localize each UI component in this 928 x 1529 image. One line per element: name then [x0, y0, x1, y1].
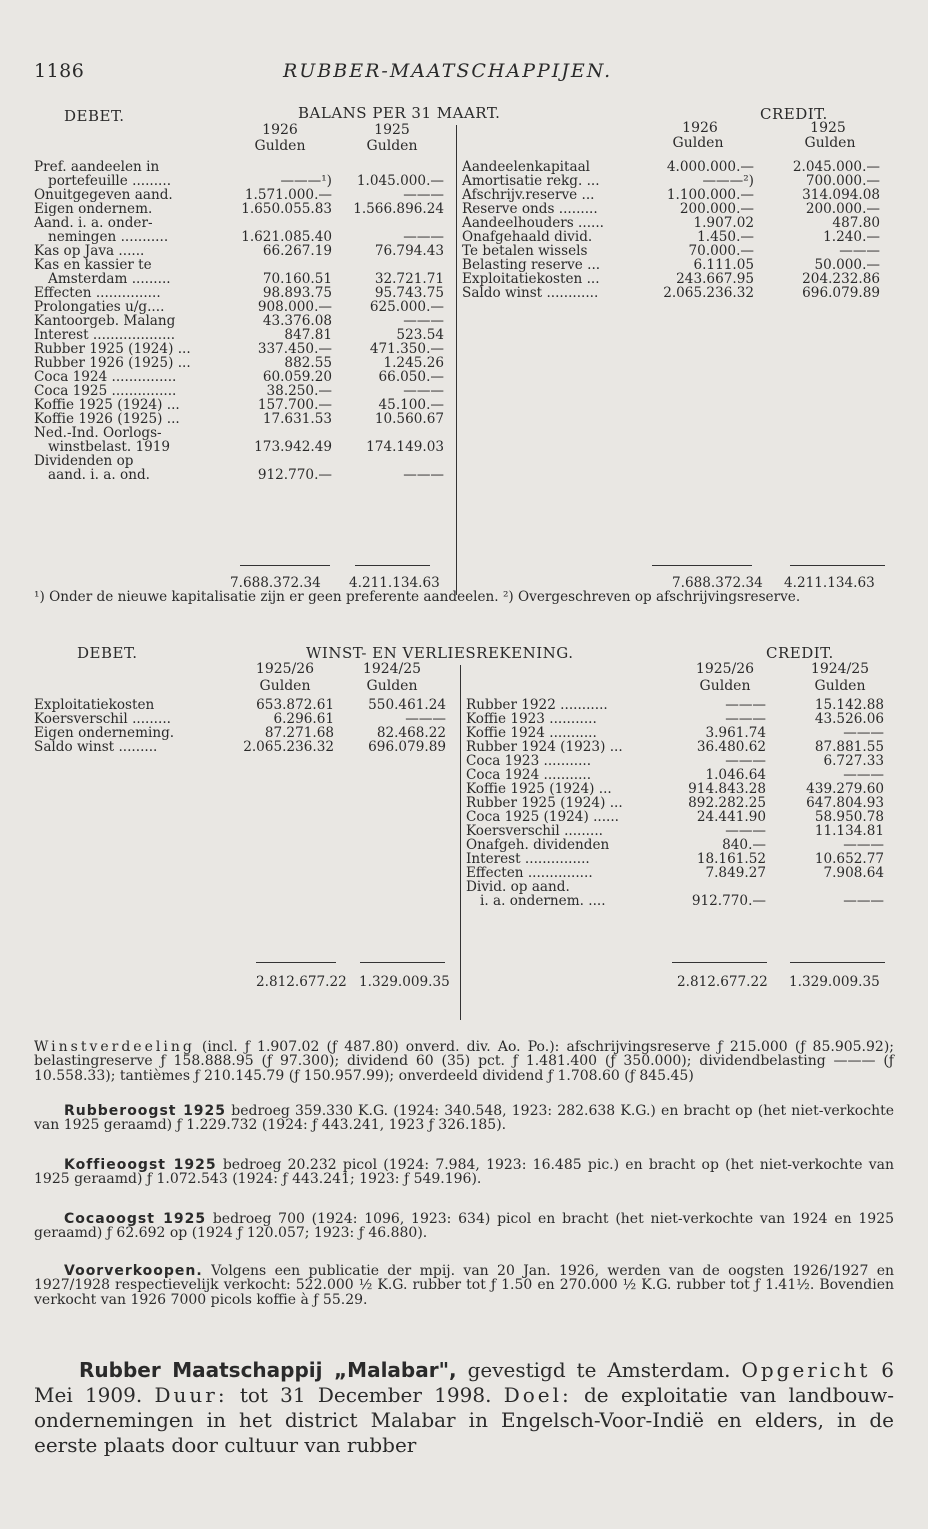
pl-credit-year-b: 1924/25 [810, 661, 870, 677]
pl-year-b: 1924/25 [362, 661, 422, 677]
balance-debet-row [34, 202, 454, 216]
balance-credit-label: Afschrijv.reserve ... [462, 187, 595, 203]
balance-debet-row [34, 454, 454, 468]
duur-label: Duur: [154, 1383, 228, 1407]
balance-credit-row [462, 174, 887, 188]
balance-credit-rule-1 [652, 565, 752, 566]
balance-debet-row [34, 328, 454, 342]
balance-debet-label: Rubber 1925 (1924) ... [34, 341, 191, 357]
balance-debet-value-a: 66.267.19 [262, 243, 332, 259]
pl-credit-value-b: 11.134.81 [814, 823, 884, 839]
balance-debet-row [34, 398, 454, 412]
balance-credit-label: Aandeelhouders ...... [462, 215, 604, 231]
balance-debet-label: Coca 1925 ............... [34, 383, 177, 399]
pl-debet-value-b: ——— [405, 711, 446, 727]
doel-value: de exploitatie van landbouw-ondernemingen in het district Malabar in Engelsch-Voor-Indië en elders, in de eerste plaats door cultuur van rubber [34, 1383, 895, 1457]
balance-debet-row [34, 468, 454, 482]
pl-debet-value-b: 696.079.89 [368, 739, 446, 755]
balance-credit-label: Te betalen wissels [462, 243, 588, 259]
voorverkoopen-body: Volgens een publicatie der mpij. van 20 Jan. 1926, werden van de oogsten 1926/1927 en 1927/1928 respectievelijk verkocht: 522.000 ½ K.G. rubber tot ƒ 1.50 en 270.000 ½ K.G. rubber tot ƒ 1.41½. Bovendien verkocht van 1926 7000 picols koffie à ƒ 55.29. [34, 1263, 895, 1308]
pl-credit-value-b: 10.652.77 [814, 851, 884, 867]
balance-debet-rule-1 [240, 565, 330, 566]
balance-debet-label: Kantoorgeb. Malang [34, 313, 176, 329]
pl-credit-value-b: ——— [843, 725, 884, 741]
pl-debet-value-a: 653.872.61 [256, 697, 334, 713]
balance-credit-label: Exploitatiekosten ... [462, 271, 600, 287]
koffieoogst-paragraph [34, 1158, 894, 1187]
balance-debet-label: Dividenden op [34, 453, 134, 469]
balance-debet-label: DEBET. [64, 107, 125, 125]
balance-credit-value-b: 487.80 [832, 215, 880, 231]
balance-credit-row [462, 244, 887, 258]
balance-credit-value-a: 243.667.95 [676, 271, 754, 287]
balance-credit-value-b: 696.079.89 [802, 285, 880, 301]
pl-credit-label: Coca 1925 (1924) ...... [466, 809, 619, 825]
pl-credit-label: CREDIT. [766, 644, 834, 662]
balance-credit-value-a: 4.000.000.— [666, 159, 754, 175]
balance-debet-label: Kas en kassier te [34, 257, 152, 273]
balance-debet-row [34, 286, 454, 300]
pl-credit-row [466, 810, 886, 824]
balance-debet-value-b: 471.350.— [369, 341, 444, 357]
doel-label: Doel: [503, 1383, 572, 1407]
pl-credit-rule-1 [672, 962, 767, 963]
pl-debet-row [34, 726, 454, 740]
pl-divider [460, 665, 461, 1020]
pl-currency-b: Gulden [366, 678, 418, 694]
pl-credit-value-b: 15.142.88 [814, 697, 884, 713]
balance-debet-row [34, 258, 454, 272]
company-name: Rubber Maatschappij „Malabar", [79, 1358, 457, 1382]
pl-credit-label: Coca 1924 ........... [466, 767, 592, 783]
balance-debet-value-b: ——— [403, 313, 444, 329]
pl-credit-value-b: ——— [843, 893, 884, 909]
balance-credit-value-a: 6.111.05 [693, 257, 754, 273]
pl-credit-value-a: 914.843.28 [688, 781, 766, 797]
pl-credit-label: Divid. op aand. [466, 879, 570, 895]
balance-credit-row [462, 286, 887, 300]
balance-debet-value-b: 1.045.000.— [356, 173, 444, 189]
pl-total-a-right: 2.812.677.22 [677, 974, 768, 990]
balance-credit-row [462, 272, 887, 286]
balance-debet-value-b: 32.721.71 [374, 271, 444, 287]
pl-credit-value-a: 912.770.— [691, 893, 766, 909]
company-seat: gevestigd te Amsterdam. [467, 1358, 731, 1382]
pl-credit-label: Koffie 1925 (1924) ... [466, 781, 612, 797]
balance-total-1925-left: 4.211.134.63 [349, 575, 440, 591]
balance-credit-year-1925: 1925 [810, 120, 846, 136]
balance-debet-value-a: 912.770.— [257, 467, 332, 483]
balance-debet-value-a: 70.160.51 [262, 271, 332, 287]
balance-credit-value-a: 70.000.— [688, 243, 754, 259]
balance-debet-value-b: 1.245.26 [383, 355, 444, 371]
pl-credit-label: Onafgeh. dividenden [466, 837, 610, 853]
balance-debet-value-b: ——— [403, 229, 444, 245]
balance-debet-value-b: 45.100.— [378, 397, 444, 413]
pl-credit-label: Interest ............... [466, 851, 590, 867]
pl-credit-row [466, 866, 886, 880]
pl-credit-value-b: 439.279.60 [806, 781, 884, 797]
balance-debet-row [34, 174, 454, 188]
balance-debet-row [34, 188, 454, 202]
balance-debet-label: Koffie 1925 (1924) ... [34, 397, 180, 413]
pl-credit-value-a: ——— [725, 711, 766, 727]
balance-credit-label: Reserve onds ......... [462, 201, 598, 217]
balance-year-1925: 1925 [374, 122, 410, 138]
pl-credit-value-b: 6.727.33 [823, 753, 884, 769]
balance-credit-table [462, 160, 887, 300]
pl-credit-row [466, 838, 886, 852]
winstverdeeling-paragraph [34, 1040, 894, 1083]
pl-total-a-left: 2.812.677.22 [256, 974, 347, 990]
balance-credit-row [462, 216, 887, 230]
balance-debet-value-a: 1.571.000.— [244, 187, 332, 203]
balance-debet-row [34, 300, 454, 314]
balance-currency-1925: Gulden [366, 138, 418, 154]
pl-credit-label: Koffie 1923 ........... [466, 711, 597, 727]
pl-credit-value-b: ——— [843, 767, 884, 783]
pl-debet-value-b: 82.468.22 [376, 725, 446, 741]
balance-debet-value-a: 60.059.20 [262, 369, 332, 385]
pl-credit-table [466, 698, 886, 908]
pl-credit-value-a: 36.480.62 [696, 739, 766, 755]
pl-total-b-right: 1.329.009.35 [789, 974, 880, 990]
pl-credit-row [466, 824, 886, 838]
pl-credit-value-a: 1.046.64 [705, 767, 766, 783]
balance-debet-rule-2 [355, 565, 430, 566]
balance-credit-value-b: 1.240.— [823, 229, 880, 245]
pl-debet-label: Exploitatiekosten [34, 697, 155, 713]
koffieoogst-lead: Koffieoogst 1925 [64, 1157, 217, 1173]
balance-debet-value-a: 17.631.53 [262, 411, 332, 427]
pl-credit-row [466, 782, 886, 796]
balance-debet-value-b: 10.560.67 [374, 411, 444, 427]
pl-credit-row [466, 726, 886, 740]
pl-credit-currency-a: Gulden [699, 678, 751, 694]
balance-debet-value-a: 98.893.75 [262, 285, 332, 301]
balance-debet-label: Ned.-Ind. Oorlogs- [34, 425, 162, 441]
pl-credit-row [466, 698, 886, 712]
pl-debet-value-a: 2.065.236.32 [243, 739, 334, 755]
balance-credit-currency-1926: Gulden [672, 135, 724, 151]
pl-debet-rule-1 [256, 962, 336, 963]
pl-credit-value-b: 43.526.06 [814, 711, 884, 727]
balance-debet-row [34, 272, 454, 286]
balance-debet-value-b: 174.149.03 [366, 439, 444, 455]
pl-debet-label: Koersverschil ......... [34, 711, 171, 727]
pl-credit-label: Effecten ............... [466, 865, 593, 881]
balance-debet-row [34, 230, 454, 244]
balance-debet-row [34, 314, 454, 328]
balance-credit-value-a: 2.065.236.32 [663, 285, 754, 301]
pl-credit-rule-2 [790, 962, 885, 963]
balance-debet-label: Amsterdam ......... [48, 271, 171, 287]
duur-value: tot 31 December 1998. [239, 1383, 492, 1407]
balance-credit-label: CREDIT. [760, 105, 828, 123]
balance-credit-row [462, 258, 887, 272]
balance-debet-row [34, 440, 454, 454]
pl-credit-label: Rubber 1922 ........... [466, 697, 608, 713]
pl-currency-a: Gulden [259, 678, 311, 694]
balance-credit-value-a: 200.000.— [679, 201, 754, 217]
pl-debet-rule-2 [360, 962, 445, 963]
balance-credit-label: Aandeelenkapitaal [462, 159, 591, 175]
voorverkoopen-paragraph [34, 1264, 894, 1307]
running-title: RUBBER-MAATSCHAPPIJEN. [283, 60, 613, 82]
cocaoogst-paragraph [34, 1212, 894, 1241]
balance-debet-label: Pref. aandeelen in [34, 159, 160, 175]
balance-debet-label: Kas op Java ...... [34, 243, 145, 259]
balance-debet-row [34, 384, 454, 398]
balance-year-1926: 1926 [262, 122, 298, 138]
balance-currency-1926: Gulden [254, 138, 306, 154]
balance-debet-value-a: 38.250.— [266, 383, 332, 399]
balance-debet-value-b: 66.050.— [378, 369, 444, 385]
balance-divider [456, 125, 457, 595]
balance-debet-row [34, 160, 454, 174]
balance-debet-value-b: 523.54 [396, 327, 444, 343]
pl-total-b-left: 1.329.009.35 [359, 974, 450, 990]
balance-total-1925-right: 4.211.134.63 [784, 575, 875, 591]
pl-credit-value-b: 647.804.93 [806, 795, 884, 811]
balance-debet-label: Coca 1924 ............... [34, 369, 177, 385]
balance-debet-row [34, 342, 454, 356]
pl-debet-label: DEBET. [77, 644, 138, 662]
voorverkoopen-lead: Voorverkoopen. [64, 1263, 203, 1279]
pl-credit-year-a: 1925/26 [695, 661, 755, 677]
winstverdeeling-lead: Winstverdeeling [34, 1039, 195, 1055]
pl-credit-label: Koffie 1924 ........... [466, 725, 597, 741]
balance-debet-label: Eigen ondernem. [34, 201, 153, 217]
balance-title: BALANS PER 31 MAART. [298, 104, 501, 122]
balance-credit-value-b: 50.000.— [814, 257, 880, 273]
balance-footnote: ¹) Onder de nieuwe kapitalisatie zijn er geen preferente aandeelen. ²) Overgeschreven op afschrijvingsreserve. [34, 589, 801, 605]
balance-debet-label: aand. i. a. ond. [48, 467, 151, 483]
rubberoogst-paragraph [34, 1104, 894, 1133]
cocaoogst-lead: Cocaoogst 1925 [64, 1211, 207, 1227]
balance-credit-row [462, 160, 887, 174]
pl-credit-value-b: 87.881.55 [814, 739, 884, 755]
pl-credit-label: Coca 1923 ........... [466, 753, 592, 769]
winstverdeeling-body: (incl. ƒ 1.907.02 (ƒ 487.80) onverd. div. Ao. Po.): afschrijvingsreserve ƒ 215.000 (ƒ 85.905.92); belastingreserve ƒ 158.888.95 (ƒ 97.300); dividend 60 (35) pct. ƒ 1.481.400 (ƒ 350.000); dividendbelasting ——— (ƒ 10.558.33); tantièmes ƒ 210.145.79 (ƒ 150.957.99); onverdeeld dividend ƒ 1.708.60 (ƒ 845.45) [34, 1039, 894, 1084]
balance-debet-value-a: 1.621.085.40 [241, 229, 332, 245]
balance-debet-label: Prolongaties u/g.... [34, 299, 165, 315]
balance-credit-value-b: 200.000.— [805, 201, 880, 217]
balance-debet-value-a: 337.450.— [257, 341, 332, 357]
balance-credit-year-1926: 1926 [682, 120, 718, 136]
pl-credit-row [466, 894, 886, 908]
balance-credit-value-b: 314.094.08 [802, 187, 880, 203]
balance-credit-value-a: 1.100.000.— [666, 187, 754, 203]
balance-debet-label: winstbelast. 1919 [48, 439, 171, 455]
balance-credit-label: Belasting reserve ... [462, 257, 601, 273]
pl-credit-value-b: ——— [843, 837, 884, 853]
balance-debet-value-b: ——— [403, 187, 444, 203]
balance-credit-value-b: ——— [839, 243, 880, 259]
balance-credit-value-a: 1.907.02 [693, 215, 754, 231]
balance-debet-value-b: ——— [403, 467, 444, 483]
balance-credit-value-a: 1.450.— [697, 229, 754, 245]
pl-year-a: 1925/26 [255, 661, 315, 677]
opgericht-label: Opgericht [741, 1358, 871, 1382]
balance-debet-value-a: 882.55 [284, 355, 332, 371]
pl-credit-row [466, 754, 886, 768]
balance-debet-row [34, 412, 454, 426]
balance-credit-rule-2 [790, 565, 885, 566]
balance-debet-row [34, 370, 454, 384]
balance-credit-row [462, 230, 887, 244]
pl-debet-table [34, 698, 454, 754]
company-entry [34, 1358, 894, 1458]
balance-debet-value-a: 908.000.— [257, 299, 332, 315]
pl-debet-row [34, 698, 454, 712]
pl-credit-row [466, 712, 886, 726]
pl-credit-value-a: 892.282.25 [688, 795, 766, 811]
pl-credit-value-a: ——— [725, 823, 766, 839]
balance-credit-row [462, 188, 887, 202]
balance-credit-label: Amortisatie rekg. ... [462, 173, 600, 189]
balance-debet-row [34, 216, 454, 230]
balance-debet-label: Interest ................... [34, 327, 176, 343]
balance-debet-value-a: 157.700.— [257, 397, 332, 413]
balance-credit-label: Saldo winst ............ [462, 285, 599, 301]
pl-credit-label: Rubber 1924 (1923) ... [466, 739, 623, 755]
pl-debet-row [34, 740, 454, 754]
balance-debet-value-a: 173.942.49 [254, 439, 332, 455]
balance-debet-value-b: 76.794.43 [374, 243, 444, 259]
page-number: 1186 [34, 60, 85, 82]
balance-total-1926-left: 7.688.372.34 [230, 575, 321, 591]
pl-credit-value-a: ——— [725, 697, 766, 713]
pl-credit-value-a: 7.849.27 [705, 865, 766, 881]
balance-debet-row [34, 244, 454, 258]
pl-credit-value-b: 7.908.64 [823, 865, 884, 881]
balance-credit-value-b: 204.232.86 [802, 271, 880, 287]
balance-debet-label: Onuitgegeven aand. [34, 187, 173, 203]
balance-credit-label: Onafgehaald divid. [462, 229, 593, 245]
pl-credit-value-a: 18.161.52 [696, 851, 766, 867]
balance-debet-row [34, 426, 454, 440]
balance-credit-currency-1925: Gulden [804, 135, 856, 151]
pl-credit-value-a: ——— [725, 753, 766, 769]
balance-debet-label: Effecten ............... [34, 285, 161, 301]
pl-title: WINST- EN VERLIESREKENING. [306, 644, 574, 662]
pl-credit-label: Rubber 1925 (1924) ... [466, 795, 623, 811]
balance-debet-label: Koffie 1926 (1925) ... [34, 411, 180, 427]
balance-debet-value-b: 1.566.896.24 [353, 201, 444, 217]
pl-debet-label: Saldo winst ......... [34, 739, 158, 755]
balance-debet-label: nemingen ........... [48, 229, 169, 245]
balance-credit-row [462, 202, 887, 216]
pl-credit-value-a: 840.— [722, 837, 766, 853]
cocaoogst-body: bedroeg 700 (1924: 1096, 1923: 634) picol en bracht (het niet-verkochte van 1924 en 1925 geraamd) ƒ 62.692 op (1924 ƒ 120.057; 1923: ƒ 46.880). [34, 1211, 895, 1242]
pl-credit-row [466, 796, 886, 810]
pl-credit-label: i. a. ondernem. .... [480, 893, 606, 909]
balance-debet-label: portefeuille ......... [48, 173, 172, 189]
balance-debet-label: Aand. i. a. onder- [34, 215, 153, 231]
pl-credit-label: Koersverschil ......... [466, 823, 603, 839]
balance-debet-value-b: 625.000.— [369, 299, 444, 315]
balance-credit-value-b: 700.000.— [805, 173, 880, 189]
balance-debet-value-b: 95.743.75 [374, 285, 444, 301]
balance-debet-value-b: ——— [403, 383, 444, 399]
balance-debet-value-a: 43.376.08 [262, 313, 332, 329]
pl-debet-value-a: 6.296.61 [273, 711, 334, 727]
pl-debet-value-a: 87.271.68 [264, 725, 334, 741]
koffieoogst-body: bedroeg 20.232 picol (1924: 7.984, 1923: 16.485 pic.) en bracht op (het niet-verkochte van 1925 geraamd) ƒ 1.072.543 (1924: ƒ 443.241; 1923: ƒ 549.196). [34, 1157, 894, 1188]
pl-credit-value-a: 24.441.90 [696, 809, 766, 825]
balance-credit-value-a: ———²) [702, 173, 754, 189]
balance-credit-value-b: 2.045.000.— [792, 159, 880, 175]
pl-credit-value-b: 58.950.78 [814, 809, 884, 825]
balance-debet-value-a: 1.650.055.83 [241, 201, 332, 217]
balance-total-1926-right: 7.688.372.34 [672, 575, 763, 591]
pl-debet-row [34, 712, 454, 726]
opgericht-value: 6 Mei 1909. [34, 1358, 895, 1407]
balance-debet-table [34, 160, 454, 482]
pl-credit-value-a: 3.961.74 [705, 725, 766, 741]
balance-debet-label: Rubber 1926 (1925) ... [34, 355, 191, 371]
pl-debet-value-b: 550.461.24 [368, 697, 446, 713]
pl-credit-row [466, 740, 886, 754]
pl-credit-row [466, 880, 886, 894]
pl-debet-label: Eigen onderneming. [34, 725, 175, 741]
balance-debet-value-a: 847.81 [284, 327, 332, 343]
pl-credit-row [466, 852, 886, 866]
balance-debet-row [34, 356, 454, 370]
pl-credit-currency-b: Gulden [814, 678, 866, 694]
rubberoogst-lead: Rubberoogst 1925 [64, 1103, 227, 1119]
pl-credit-row [466, 768, 886, 782]
balance-debet-value-a: ———¹) [280, 173, 332, 189]
rubberoogst-body: bedroeg 359.330 K.G. (1924: 340.548, 1923: 282.638 K.G.) en bracht op (het niet-verkochte van 1925 geraamd) ƒ 1.229.732 (1924: ƒ 443.241, 1923 ƒ 326.185). [34, 1103, 895, 1134]
